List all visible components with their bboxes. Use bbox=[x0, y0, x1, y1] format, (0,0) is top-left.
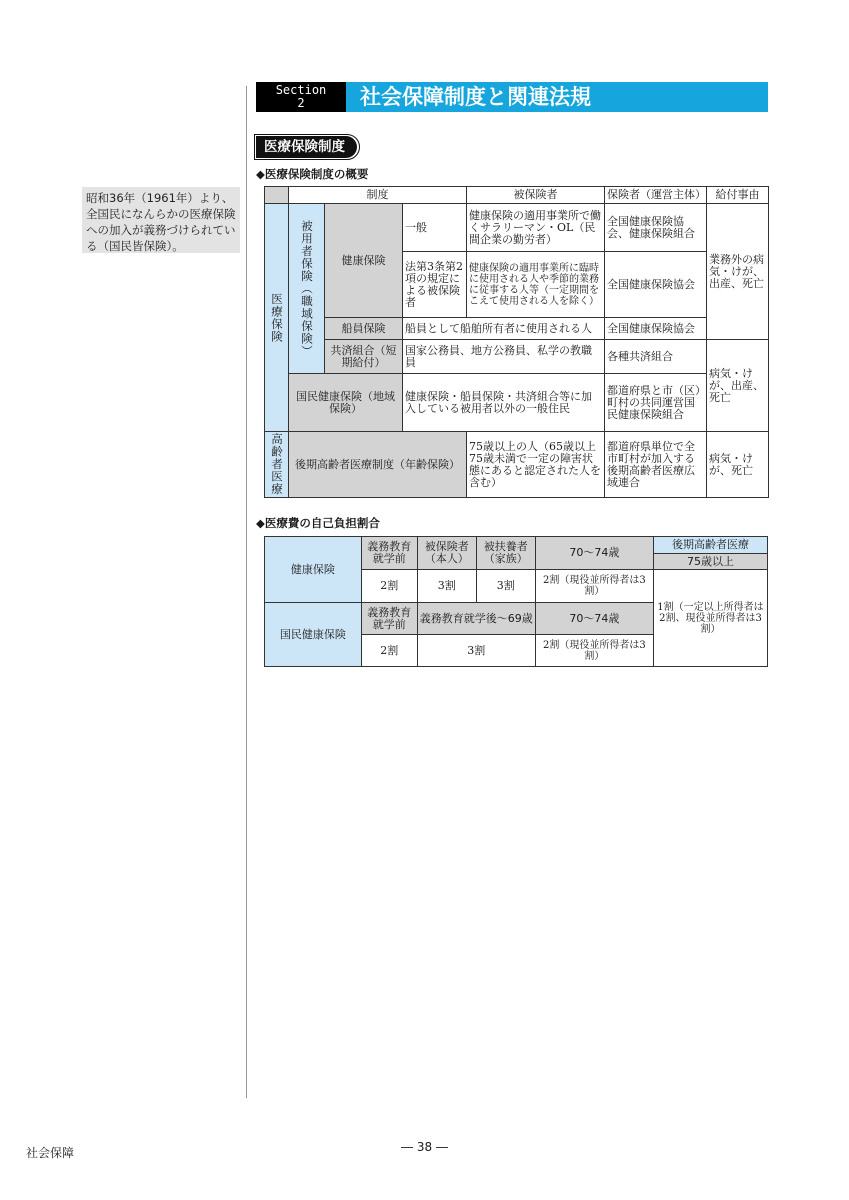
health-insurance-label: 健康保険 bbox=[325, 204, 403, 318]
health-row2-type: 法第3条第2項の規定による被保険者 bbox=[403, 252, 467, 318]
late-elderly-value: 1割（一定以上所得者は2割、現役並所得者は3割） bbox=[653, 570, 767, 667]
health-compulsory-value: 2割 bbox=[361, 570, 417, 603]
mutual-insured: 国家公務員、地方公務員、私学の教職員 bbox=[403, 340, 605, 374]
health-row2-insurer: 全国健康保険協会 bbox=[605, 252, 707, 318]
health-70-74-value: 2割（現役並所得者は3割） bbox=[535, 570, 653, 603]
category-medical: 医療保険 bbox=[265, 204, 289, 432]
national-insurer: 都道府県と市（区）町村の共同運営国民健康保険組合 bbox=[605, 374, 707, 432]
national-70-74-value: 2割（現役並所得者は3割） bbox=[535, 635, 653, 667]
national-insured: 健康保険・船員保険・共済組合等に加入している被用者以外の一般住民 bbox=[403, 374, 605, 432]
health-dependent-value: 3割 bbox=[476, 570, 535, 603]
health-insured-header: 被保険者（本人） bbox=[417, 537, 476, 570]
seaman-insurer: 全国健康保険協会 bbox=[605, 318, 707, 340]
health-insured-value: 3割 bbox=[417, 570, 476, 603]
header-system: 制度 bbox=[289, 187, 467, 204]
footer-chapter: 社会保障 bbox=[26, 1146, 75, 1160]
section-tag bbox=[256, 82, 346, 112]
health-row2-insured: 健康保険の適用事業所に臨時に使用される人や季節的業務に従事する人等（一定期間をこえて使用される人を除く） bbox=[467, 252, 605, 318]
table1-heading: ◆医療保険制度の概要 bbox=[256, 167, 369, 181]
national-label: 国民健康保険（地域保険） bbox=[289, 374, 403, 432]
row-national: 国民健康保険 bbox=[265, 603, 362, 667]
age-75plus-header: 75歳以上 bbox=[653, 554, 767, 570]
late-elderly-header: 後期高齢者医療 bbox=[653, 537, 767, 554]
health-compulsory-header: 義務教育就学前 bbox=[361, 537, 417, 570]
health-dependent-header: 被扶養者（家族） bbox=[476, 537, 535, 570]
mutual-label: 共済組合（短期給付） bbox=[325, 340, 403, 374]
national-after-school-value: 3割 bbox=[417, 635, 535, 667]
benefit-a: 業務外の病気・けが、出産、死亡 bbox=[707, 204, 769, 340]
national-compulsory-header: 義務教育就学前 bbox=[361, 603, 417, 635]
table2-heading: ◆医療費の自己負担割合 bbox=[256, 516, 380, 530]
national-after-school-header: 義務教育就学後～69歳 bbox=[417, 603, 535, 635]
national-70-74-header: 70～74歳 bbox=[535, 603, 653, 635]
section-number: 2 bbox=[297, 96, 305, 110]
seaman-insured: 船員として船舶所有者に使用される人 bbox=[403, 318, 605, 340]
elderly-insured: 75歳以上の人（65歳以上75歳未満で一定の障害状態にあると認定された人を含む） bbox=[467, 432, 605, 498]
side-note: 昭和36年（1961年）より、全国民になんらかの医療保険への加入が義務づけられている（国民皆保険）。 bbox=[82, 187, 240, 253]
insurance-overview-table bbox=[264, 186, 769, 498]
section-label: Section bbox=[275, 83, 327, 97]
header-benefit: 給付事由 bbox=[707, 187, 769, 204]
category-elderly: 高齢者医療 bbox=[265, 432, 289, 498]
health-row1-type: 一般 bbox=[403, 204, 467, 252]
seaman-label: 船員保険 bbox=[325, 318, 403, 340]
copay-table bbox=[264, 536, 768, 667]
national-compulsory-value: 2割 bbox=[361, 635, 417, 667]
health-row1-insurer: 全国健康保険協会、健康保険組合 bbox=[605, 204, 707, 252]
page-number: ― 38 ― bbox=[401, 1140, 448, 1154]
health-row1-insured: 健康保険の適用事業所で働くサラリーマン・OL（民間企業の勤労者） bbox=[467, 204, 605, 252]
benefit-b: 病気・けが、出産、死亡 bbox=[707, 340, 769, 432]
row-health: 健康保険 bbox=[265, 537, 362, 603]
subsection-title: 医療保険制度 bbox=[256, 136, 357, 158]
margin-rule bbox=[246, 86, 247, 1098]
benefit-c: 病気・けが、死亡 bbox=[707, 432, 769, 498]
section-title: 社会保障制度と関連法規 bbox=[346, 82, 768, 112]
mutual-insurer: 各種共済組合 bbox=[605, 340, 707, 374]
header-insured: 被保険者 bbox=[467, 187, 605, 204]
elderly-insurer: 都道府県単位で全市町村が加入する後期高齢者医療広域連合 bbox=[605, 432, 707, 498]
category-employee: 被用者保険（職域保険） bbox=[289, 204, 325, 374]
header-insurer: 保険者（運営主体） bbox=[605, 187, 707, 204]
health-70-74-header: 70～74歳 bbox=[535, 537, 653, 570]
elderly-label: 後期高齢者医療制度（年齢保険） bbox=[289, 432, 467, 498]
